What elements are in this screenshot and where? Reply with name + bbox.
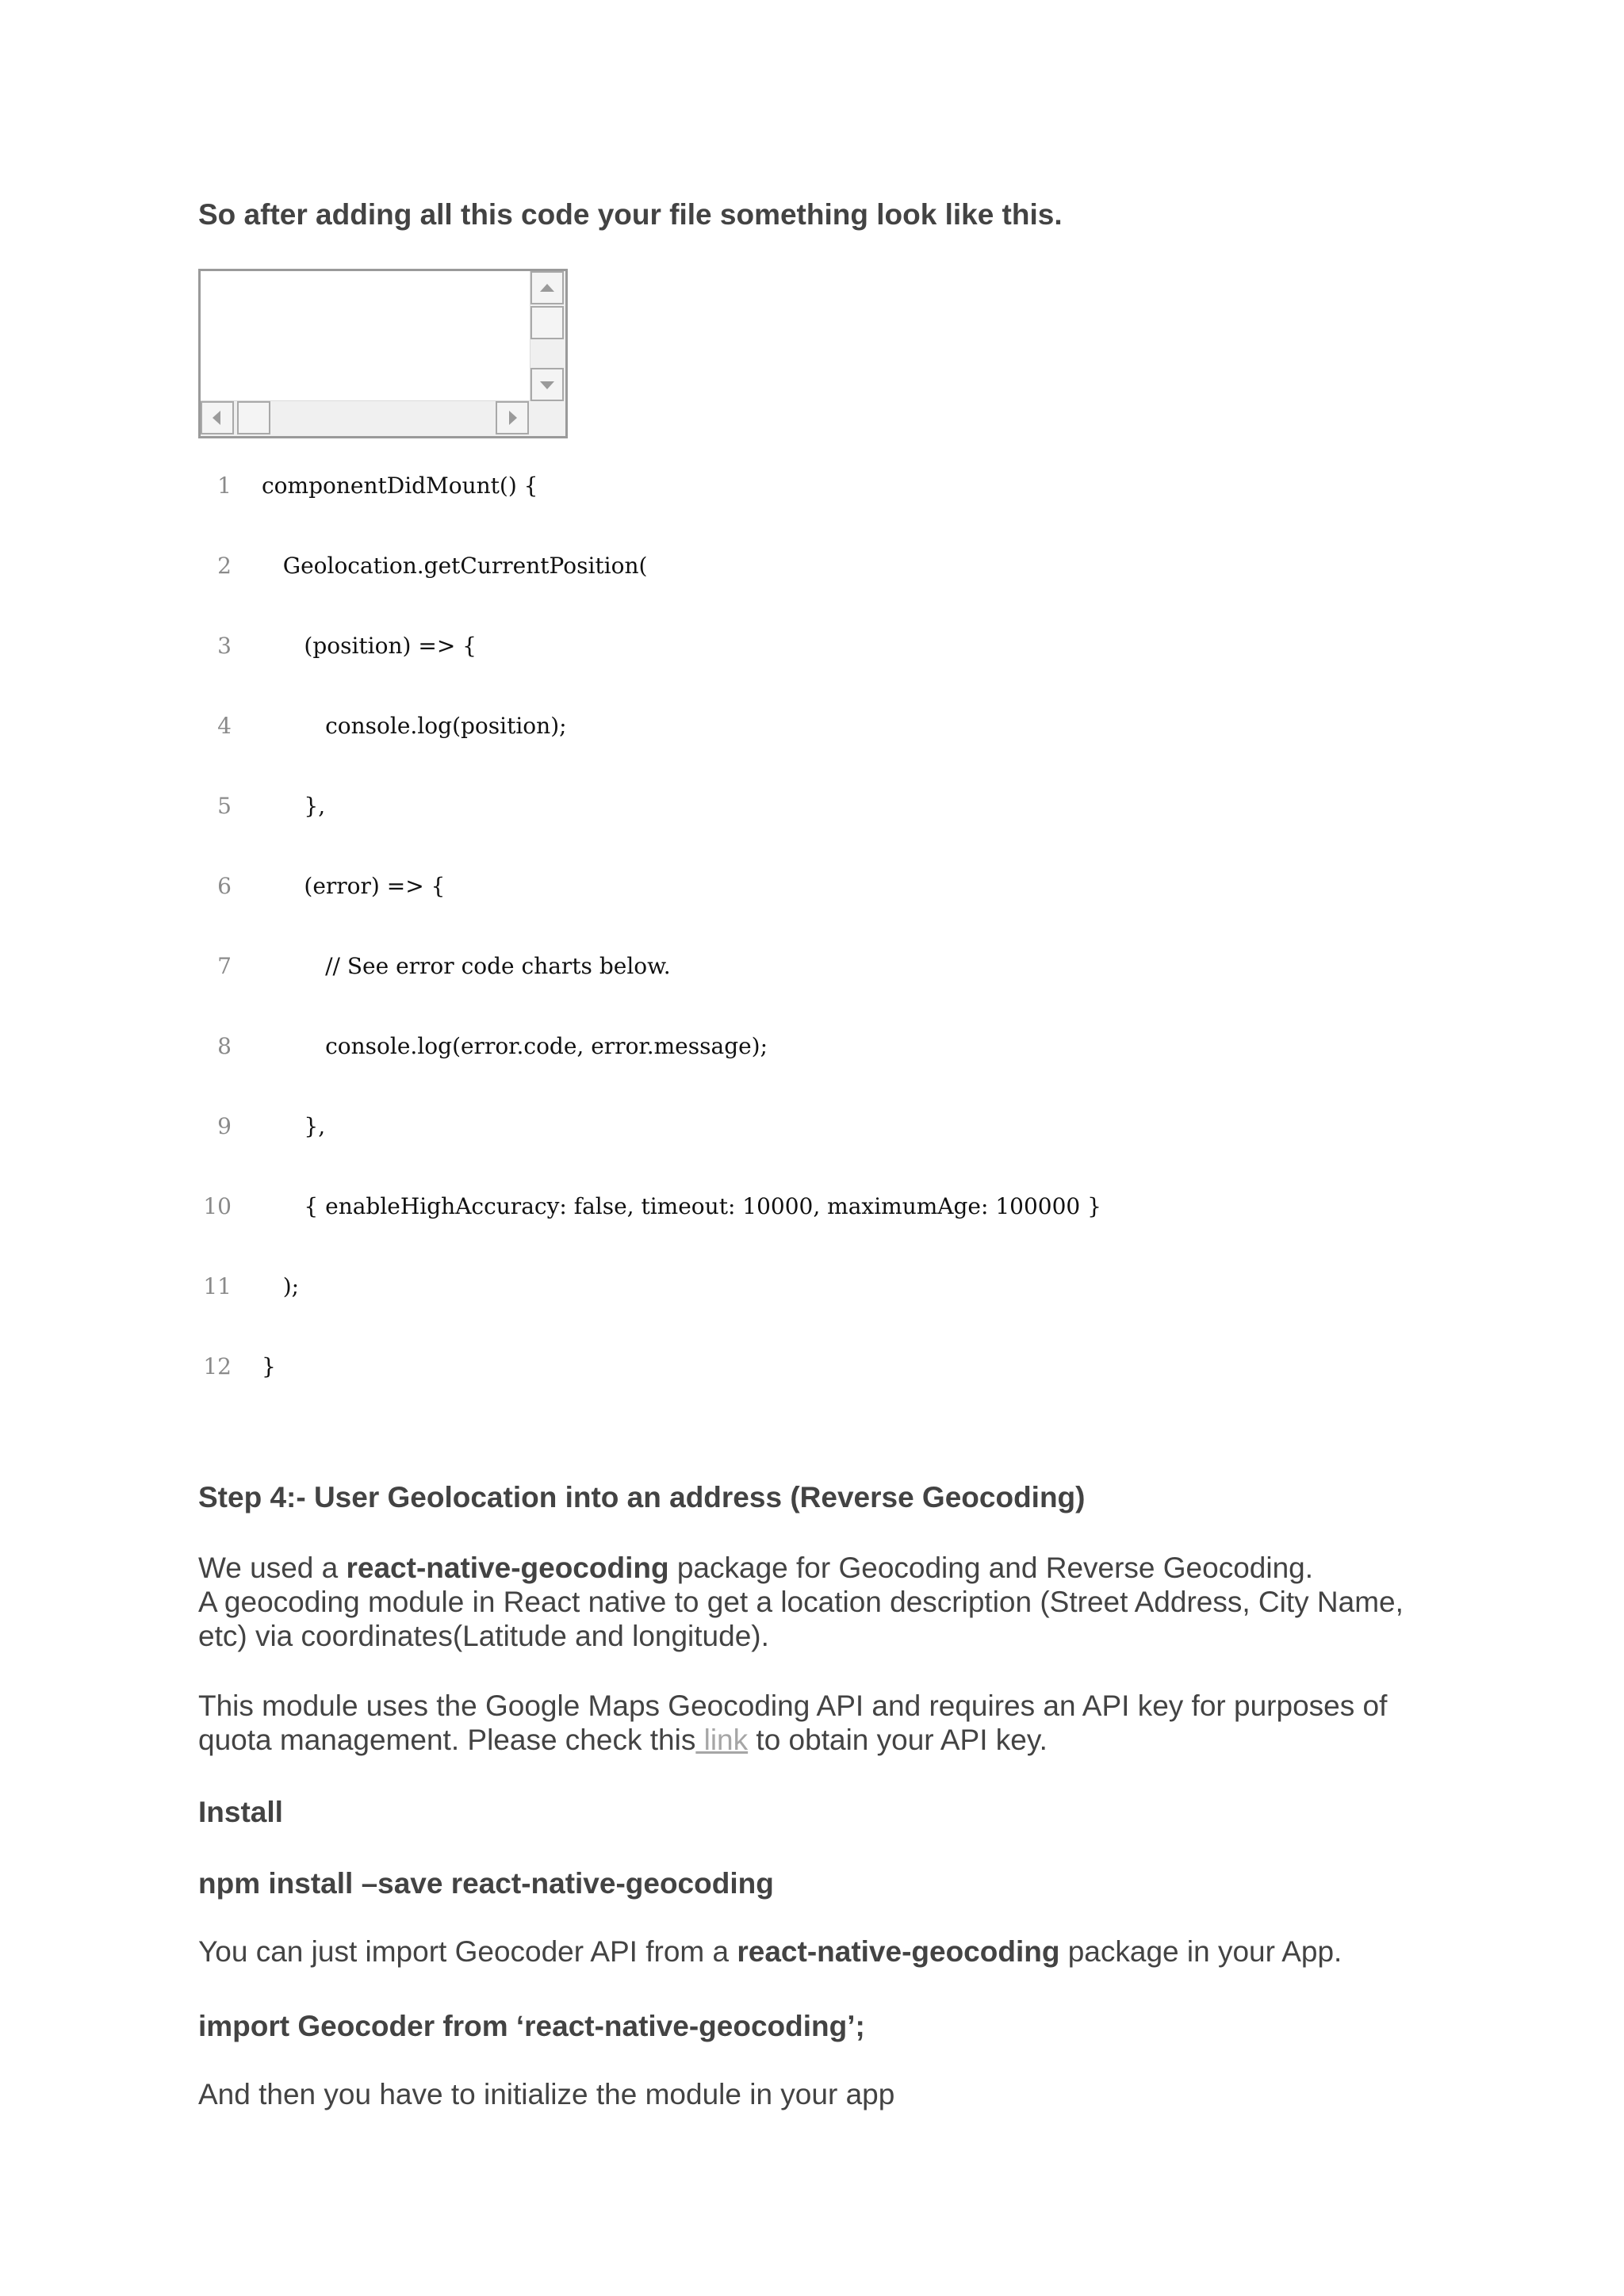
- import-statement: import Geocoder from ‘react-native-geocoding’;: [198, 2010, 865, 2042]
- scroll-right-arrow-icon: [509, 411, 517, 425]
- api-key-text: This module uses the Google Maps Geocoding API and requires an API key for purposes of quota management. Please check this: [198, 1689, 1388, 1756]
- install-command: npm install –save react-native-geocoding: [198, 1867, 774, 1900]
- line-number: 7: [217, 953, 232, 979]
- code-text: );: [262, 1273, 300, 1299]
- code-text: },: [262, 1113, 326, 1139]
- scroll-right-button[interactable]: [496, 401, 529, 434]
- code-text: console.log(error.code, error.message);: [262, 1033, 768, 1059]
- code-text: { enableHighAccuracy: false, timeout: 10000, maximumAge: 100000 }: [262, 1193, 1101, 1219]
- scroll-up-arrow-icon: [540, 284, 554, 292]
- line-number: 2: [217, 553, 232, 579]
- line-number: 8: [217, 1033, 232, 1059]
- line-number: 1: [217, 473, 232, 499]
- scroll-up-button[interactable]: [530, 271, 564, 304]
- code-text: (position) => {: [262, 633, 477, 659]
- scrollbar-corner: [530, 401, 565, 436]
- scroll-down-arrow-icon: [540, 381, 554, 389]
- code-text: }: [262, 1353, 276, 1380]
- vertical-scroll-thumb[interactable]: [530, 306, 564, 339]
- step4-intro-text: We used a: [198, 1552, 347, 1584]
- line-number: 10: [203, 1193, 232, 1219]
- code-text: // See error code charts below.: [262, 953, 671, 979]
- horizontal-scrollbar[interactable]: [201, 400, 530, 436]
- code-text: Geolocation.getCurrentPosition(: [262, 553, 648, 579]
- code-text: (error) => {: [262, 873, 446, 899]
- line-number: 12: [203, 1353, 232, 1380]
- import-text: You can just import Geocoder API from a: [198, 1935, 737, 1968]
- line-number: 6: [217, 873, 232, 899]
- code-text: },: [262, 793, 326, 819]
- api-key-paragraph: [198, 1689, 1443, 1757]
- scroll-down-button[interactable]: [530, 368, 564, 401]
- import-paragraph: [198, 1934, 1467, 1969]
- step4-intro-paragraph: [198, 1551, 1443, 1653]
- code-text: console.log(position);: [262, 713, 567, 739]
- intro-heading: So after adding all this code your file something look like this.: [198, 198, 1063, 231]
- step4-description-text: A geocoding module in React native to get a location description (Street Address, City Name, etc) via coordinates(Latitude and longitude).: [198, 1586, 1404, 1652]
- api-key-text: to obtain your API key.: [748, 1724, 1048, 1756]
- install-heading: Install: [198, 1796, 283, 1828]
- code-scroll-box[interactable]: [198, 269, 568, 438]
- package-name: react-native-geocoding: [346, 1552, 669, 1584]
- horizontal-scroll-thumb[interactable]: [237, 401, 270, 434]
- scroll-left-arrow-icon: [213, 411, 220, 425]
- line-number: 5: [217, 793, 232, 819]
- code-text: componentDidMount() {: [262, 473, 538, 499]
- api-key-link[interactable]: link: [695, 1724, 749, 1756]
- vertical-scrollbar[interactable]: [530, 271, 565, 403]
- scroll-left-button[interactable]: [201, 401, 234, 434]
- line-number: 4: [217, 713, 232, 739]
- initialize-text: And then you have to initialize the module in your app: [198, 2078, 895, 2110]
- import-text: package in your App.: [1059, 1935, 1342, 1968]
- step4-heading: Step 4:- User Geolocation into an address (Reverse Geocoding): [198, 1481, 1086, 1513]
- line-number: 3: [217, 633, 232, 659]
- package-name: react-native-geocoding: [737, 1935, 1060, 1968]
- line-number: 9: [217, 1113, 232, 1139]
- line-number: 11: [203, 1273, 232, 1299]
- step4-intro-text: package for Geocoding and Reverse Geocoding.: [668, 1552, 1314, 1584]
